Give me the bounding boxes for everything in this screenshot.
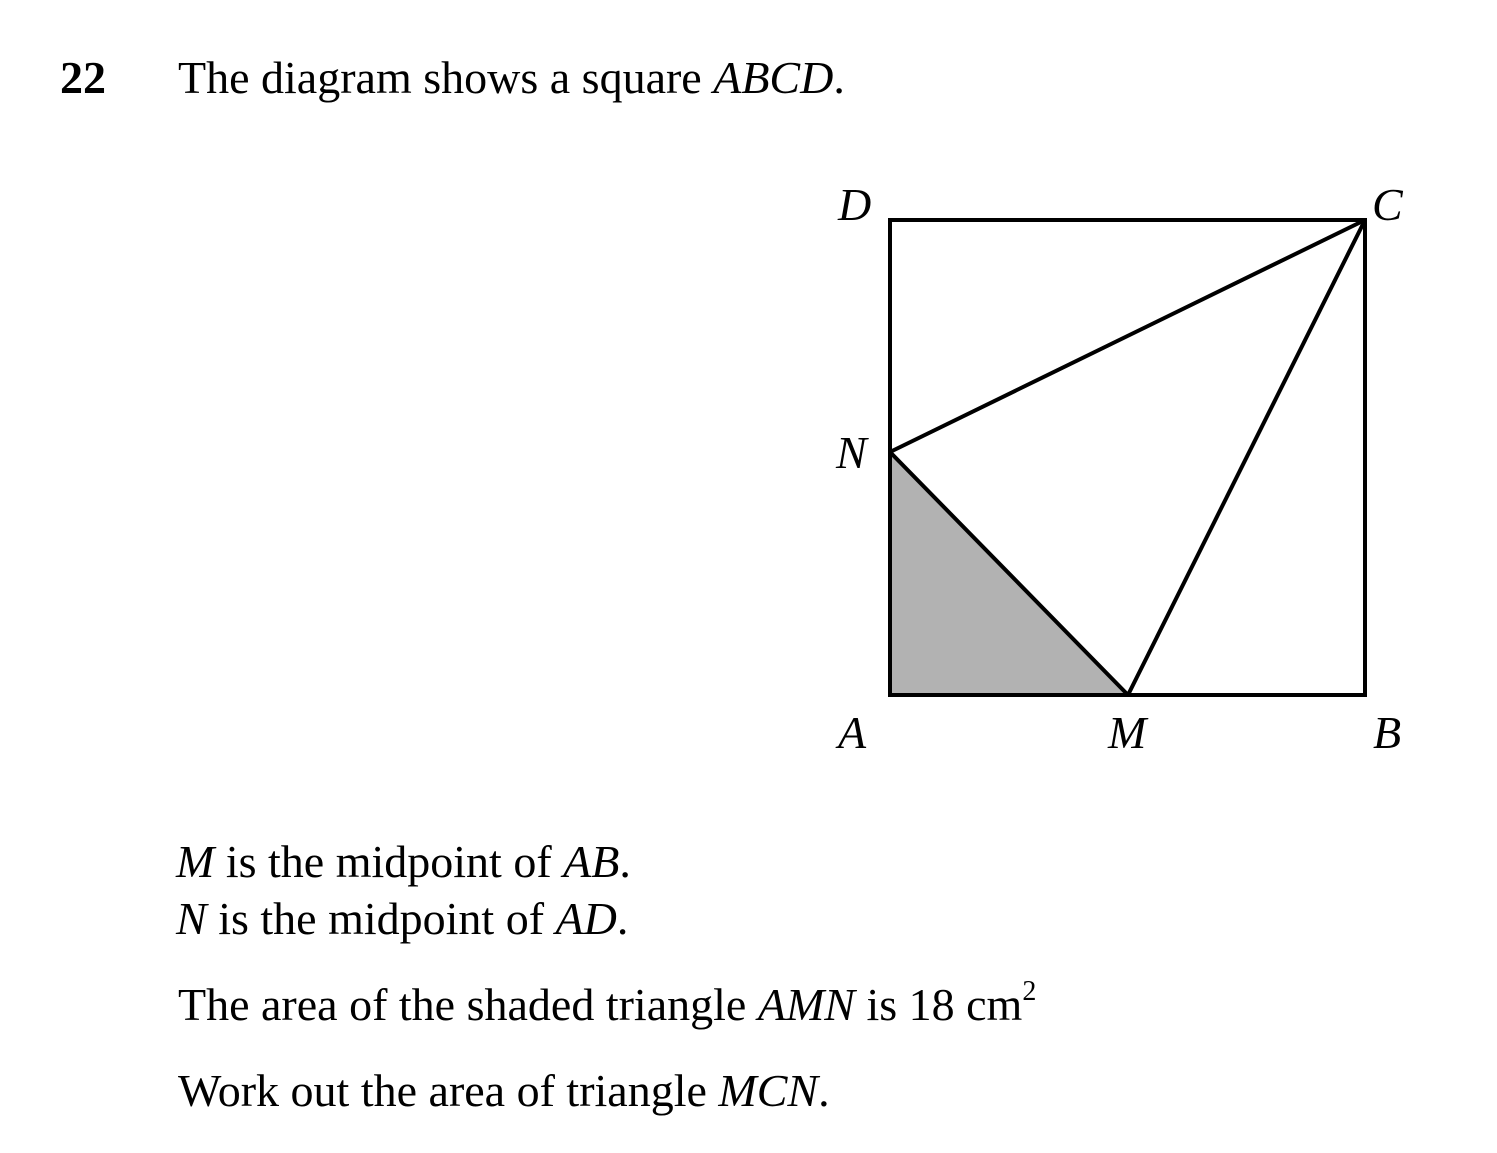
fact-n-text: is the midpoint of xyxy=(206,893,556,944)
vertex-label-m: M xyxy=(1108,707,1147,758)
area-prefix: The area of the shaded triangle xyxy=(178,979,758,1030)
intro-text: The diagram shows a square xyxy=(178,52,714,103)
intro-end: . xyxy=(833,52,845,103)
fact-n-point: N xyxy=(176,893,207,944)
intro-shape: ABCD xyxy=(713,52,834,103)
fact-n-end: . xyxy=(616,893,629,944)
vertex-label-c: C xyxy=(1372,179,1403,230)
task-prefix: Work out the area of triangle xyxy=(178,1065,719,1116)
vertex-label-d: D xyxy=(838,179,872,230)
task-end: . xyxy=(818,1065,830,1116)
vertex-label-a: A xyxy=(838,707,867,758)
segment-nc xyxy=(890,220,1365,452)
question-number: 22 xyxy=(60,52,106,103)
fact-m-end: . xyxy=(619,836,631,887)
fact-m-text: is the midpoint of xyxy=(214,836,564,887)
vertex-label-n: N xyxy=(836,427,867,478)
fact-m-point: M xyxy=(176,836,215,887)
segment-mc xyxy=(1128,220,1365,695)
area-statement xyxy=(178,977,1036,1033)
fact-m-midpoint xyxy=(176,834,631,890)
area-triangle: AMN xyxy=(757,979,855,1030)
fact-n-midpoint xyxy=(176,891,628,947)
task-statement xyxy=(178,1063,830,1119)
task-triangle: MCN xyxy=(718,1065,819,1116)
fact-m-segment: AB xyxy=(563,836,620,887)
area-middle: is 18 cm xyxy=(854,979,1023,1030)
fact-n-segment: AD xyxy=(555,893,617,944)
area-exponent: 2 xyxy=(1022,975,1037,1007)
vertex-label-b: B xyxy=(1373,707,1402,758)
